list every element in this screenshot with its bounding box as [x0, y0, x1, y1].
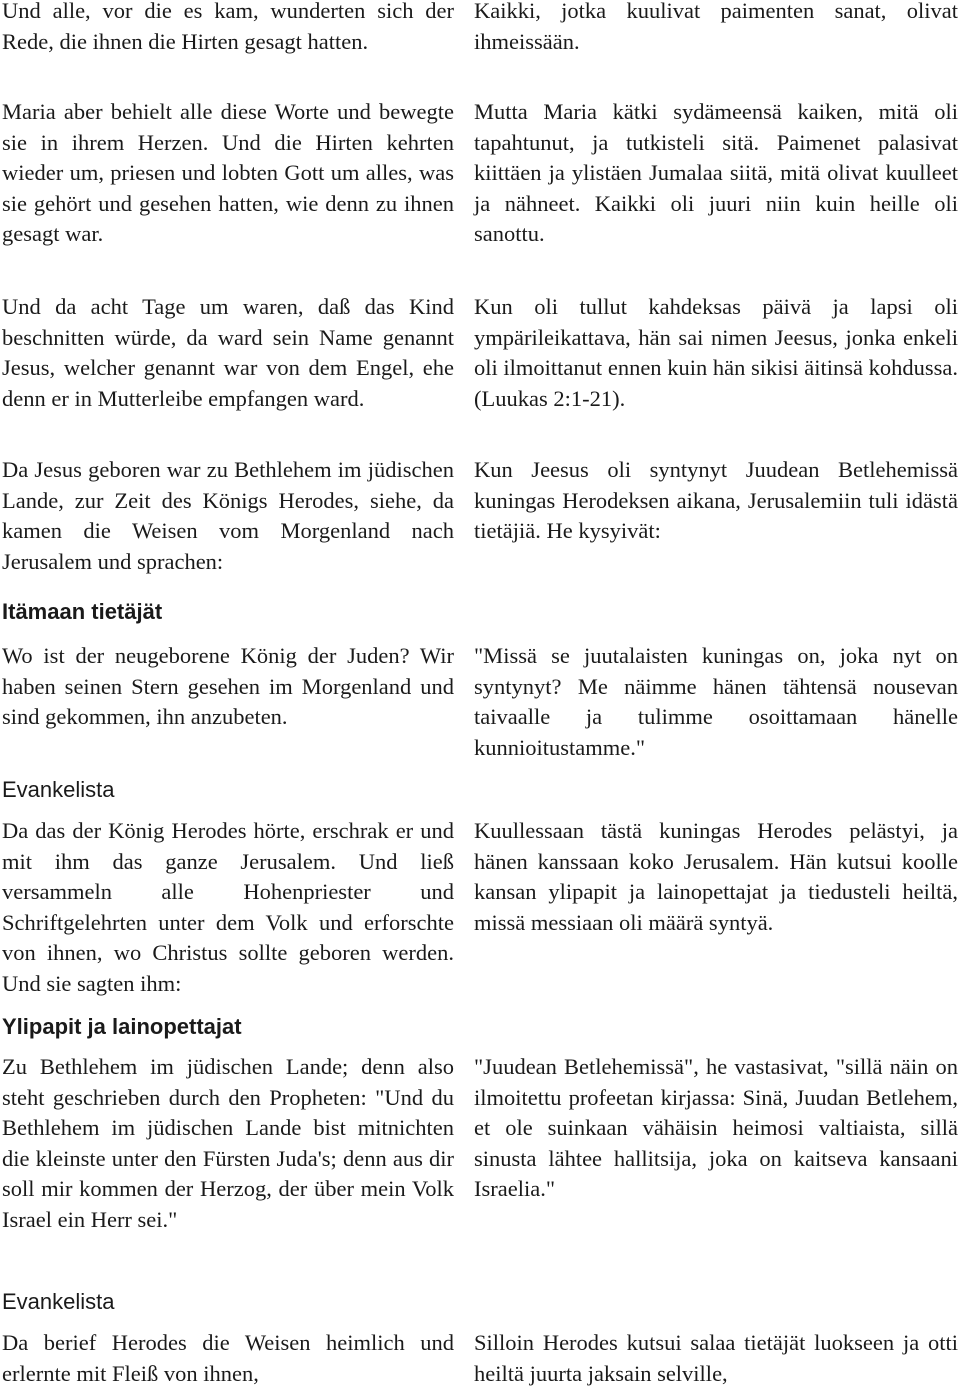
- german-paragraph-3: [2, 292, 454, 414]
- paragraph-text: Silloin Herodes kutsui salaa tietäjät luokseen ja otti heiltä juurta jaksain selville,: [474, 1330, 958, 1386]
- finnish-paragraph-4: [474, 455, 958, 547]
- german-paragraph-2: [2, 97, 454, 250]
- finnish-paragraph-8: [474, 1328, 958, 1389]
- paragraph-text: Mutta Maria kätki sydämeensä kaiken, mitä oli tapahtunut, ja tutkisteli sitä. Paimenet palasivat kiittäen ja ylistäen Jumalaa siitä, mitä olivat kuulleet ja nähneet. Kaikki oli juuri niin kuin heille oli sanottu.: [474, 99, 958, 247]
- finnish-paragraph-2: [474, 97, 958, 250]
- role-heading: Evankelista: [2, 777, 115, 802]
- german-paragraph-4: [2, 455, 454, 577]
- paragraph-text: Kun Jeesus oli syntynyt Juudean Betlehemissä kuningas Herodeksen aikana, Jerusalemiin tuli idästä tietäjiä. He kysyivät:: [474, 457, 958, 544]
- german-paragraph-5: [2, 641, 454, 733]
- finnish-paragraph-3: [474, 292, 958, 414]
- paragraph-text: Zu Bethlehem im jüdischen Lande; denn also steht geschrieben durch den Propheten: "Und du Bethlehem im jüdischen Lande bist mitnichten die kleinste unter den Fürsten Juda's; denn aus dir soll mir kommen der Herzog, der über mein Volk Israel ein Herr sei.": [2, 1054, 454, 1232]
- german-paragraph-6: [2, 816, 454, 1000]
- german-paragraph-8: [2, 1328, 454, 1389]
- finnish-paragraph-7: [474, 1052, 958, 1205]
- paragraph-text: Und da acht Tage um waren, daß das Kind beschnitten würde, da ward sein Name genannt Jesus, welcher genannt war von dem Engel, ehe denn er in Mutterleibe empfangen ward.: [2, 294, 454, 411]
- paragraph-text: Wo ist der neugeborene König der Juden? Wir haben seinen Stern gesehen im Morgenland und sind gekommen, ihn anzubeten.: [2, 643, 454, 730]
- paragraph-text: Da das der König Herodes hörte, erschrak er und mit ihm das ganze Jerusalem. Und ließ versammeln alle Hohenpriester und Schriftgelehrten unter dem Volk und erforschte von ihnen, wo Christus sollte geboren werden. Und sie sagten ihm:: [2, 818, 454, 996]
- paragraph-text: Da Jesus geboren war zu Bethlehem im jüdischen Lande, zur Zeit des Königs Herodes, siehe, da kamen die Weisen vom Morgenland nach Jerusalem und sprachen:: [2, 457, 454, 574]
- paragraph-text: Und alle, vor die es kam, wunderten sich der Rede, die ihnen die Hirten gesagt hatten.: [2, 0, 454, 54]
- paragraph-text: Da berief Herodes die Weisen heimlich und erlernte mit Fleiß von ihnen,: [2, 1330, 454, 1386]
- role-heading: Itämaan tietäjät: [2, 599, 163, 624]
- finnish-paragraph-1: [474, 0, 958, 57]
- role-heading: Evankelista: [2, 1289, 115, 1314]
- paragraph-text: "Missä se juutalaisten kuningas on, joka nyt on syntynyt? Me näimme hänen tähtensä nousevan taivaalle ja tulimme osoittamaan hänelle kunnioitustamme.": [474, 643, 958, 760]
- paragraph-text: Kuullessaan tästä kuningas Herodes pelästyi, ja hänen kanssaan koko Jerusalem. Hän kutsui koolle kansan ylipapit ja lainopettajat ja tiedusteli heiltä, missä messiaan oli määrä syntyä.: [474, 818, 958, 935]
- finnish-paragraph-6: [474, 816, 958, 938]
- role-heading: Ylipapit ja lainopettajat: [2, 1014, 242, 1039]
- german-paragraph-7: [2, 1052, 454, 1236]
- paragraph-text: Kaikki, jotka kuulivat paimenten sanat, olivat ihmeissään.: [474, 0, 958, 54]
- paragraph-text: Maria aber behielt alle diese Worte und bewegte sie in ihrem Herzen. Und die Hirten kehrten wieder um, priesen und lobten Gott um alles, was sie gehört und gesehen hatten, wie denn zu ihnen gesagt war.: [2, 99, 454, 247]
- paragraph-text: Kun oli tullut kahdeksas päivä ja lapsi oli ympärileikattava, hän sai nimen Jeesus, jonka enkeli oli ilmoittanut ennen kuin hän sikisi äitinsä kohdussa. (Luukas 2:1-21).: [474, 294, 958, 411]
- german-paragraph-1: [2, 0, 454, 57]
- finnish-paragraph-5: [474, 641, 958, 763]
- paragraph-text: "Juudean Betlehemissä", he vastasivat, "sillä näin on ilmoitettu profeetan kirjassa: Sinä, Juudan Betlehem, et ole suinkaan vähäisin heimosi valtiaista, sillä sinusta lähtee hallitsija, joka on kaitseva kansaani Israelia.": [474, 1054, 958, 1202]
